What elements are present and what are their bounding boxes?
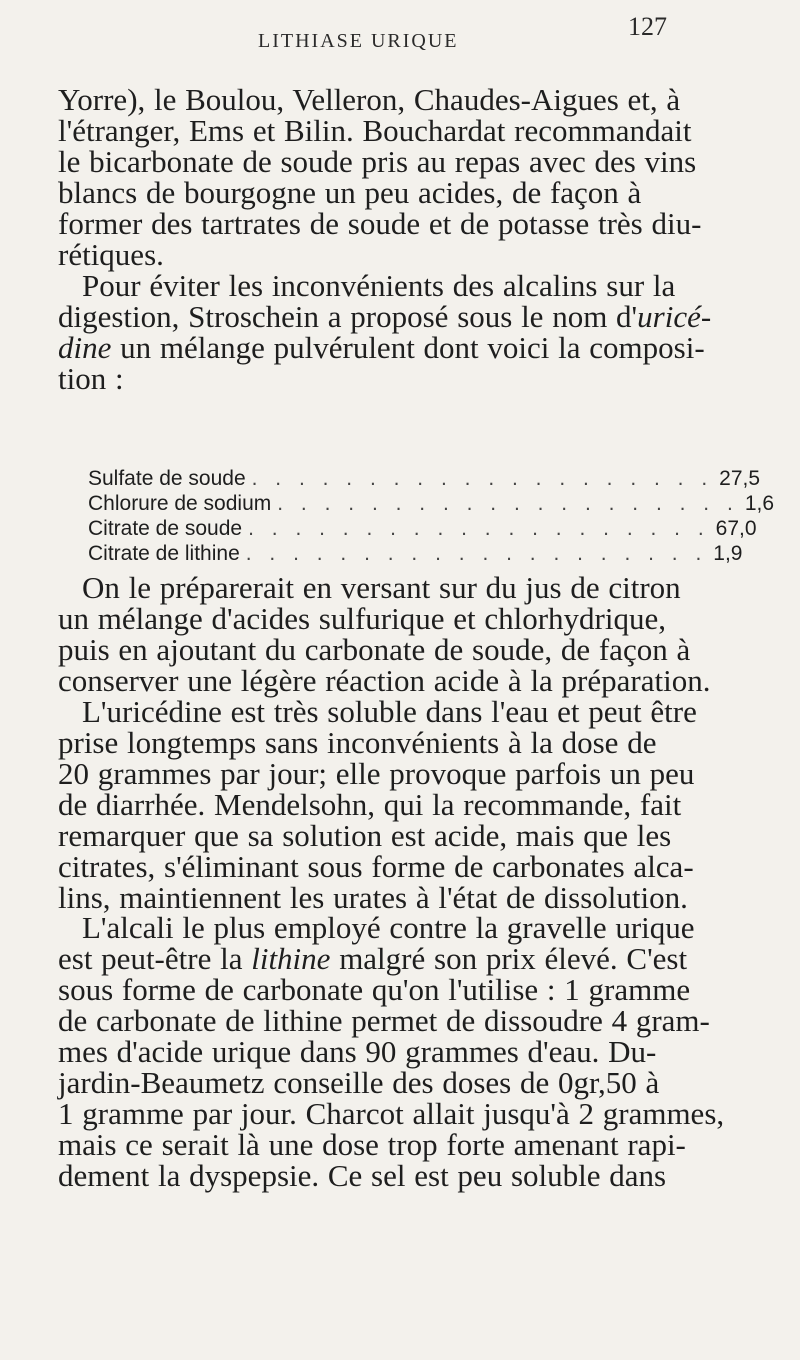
italic-term: lithine	[251, 941, 331, 976]
ingredient-value: 1,6	[744, 492, 775, 515]
text-line: lins, maintiennent les urates à l'état de dissolution.	[58, 880, 688, 915]
table-row	[88, 541, 743, 566]
ingredient-label: Sulfate de soude	[88, 467, 246, 490]
italic-term: dine	[58, 330, 112, 365]
leader-dots: . . . . . . . . . . . . . . . . . . . .	[245, 542, 708, 565]
text-line: blancs de bourgogne un peu acides, de façon à	[58, 175, 642, 210]
table-row	[88, 516, 757, 541]
text-line: l'étranger, Ems et Bilin. Bouchardat recommandait	[58, 113, 692, 148]
text-line: le bicarbonate de soude pris au repas avec des vins	[58, 144, 697, 179]
italic-term: uricé-	[637, 299, 712, 334]
text-fragment: digestion, Stroschein a proposé sous le nom d'	[58, 299, 638, 334]
text-line: de diarrhée. Mendelsohn, qui la recommande, fait	[58, 787, 682, 822]
paragraph-3	[58, 572, 722, 696]
page-number: 127	[628, 12, 667, 41]
table-row	[88, 491, 775, 516]
text-line: un mélange d'acides sulfurique et chlorhydrique,	[58, 601, 667, 636]
text-line: jardin-Beaumetz conseille des doses de 0gr,50 à	[58, 1065, 660, 1100]
text-line: dement la dyspepsie. Ce sel est peu soluble dans	[58, 1158, 667, 1193]
text-line	[58, 943, 722, 974]
text-line: 1 gramme par jour. Charcot allait jusqu'à 2 grammes,	[58, 1096, 725, 1131]
text-line: remarquer que sa solution est acide, mais que les	[58, 818, 672, 853]
paragraph-2	[58, 270, 722, 394]
ingredient-label: Citrate de soude	[88, 517, 243, 540]
text-line	[58, 332, 722, 363]
leader-dots: . . . . . . . . . . . . . . . . . . . .	[251, 467, 714, 490]
leader-dots: . . . . . . . . . . . . . . . . . . . .	[277, 492, 739, 515]
composition-table	[88, 466, 775, 566]
paragraph-1	[58, 84, 722, 270]
text-line: mais ce serait là une dose trop forte amenant rapi-	[58, 1127, 686, 1162]
text-line	[58, 301, 722, 332]
ingredient-value: 67,0	[715, 517, 757, 540]
text-line: prise longtemps sans inconvénients à la dose de	[58, 725, 657, 760]
text-line: 20 grammes par jour; elle provoque parfois un peu	[58, 756, 695, 791]
text-line: de carbonate de lithine permet de dissoudre 4 gram-	[58, 1003, 710, 1038]
ingredient-label: Citrate de lithine	[88, 542, 240, 565]
text-fragment: est peut-être la	[58, 941, 252, 976]
text-line: Pour éviter les inconvénients des alcalins sur la	[82, 268, 676, 303]
text-line: Yorre), le Boulou, Velleron, Chaudes-Aigues et, à	[58, 82, 681, 117]
book-page	[58, 0, 775, 1360]
text-line: tion :	[58, 361, 124, 396]
text-line: sous forme de carbonate qu'on l'utilise : 1 gramme	[58, 972, 691, 1007]
text-line: L'uricédine est très soluble dans l'eau et peut être	[82, 694, 697, 729]
text-line: puis en ajoutant du carbonate de soude, de façon à	[58, 632, 691, 667]
paragraph-4	[58, 696, 722, 913]
running-title: LITHIASE URIQUE	[258, 30, 459, 52]
text-line: conserver une légère réaction acide à la préparation.	[58, 663, 711, 698]
text-line: L'alcali le plus employé contre la gravelle urique	[82, 910, 695, 945]
leader-dots: . . . . . . . . . . . . . . . . . . . .	[248, 517, 710, 540]
paragraph-5	[58, 910, 725, 1193]
ingredient-value: 27,5	[719, 467, 761, 490]
text-fragment: malgré son prix élevé. C'est	[330, 941, 688, 976]
text-line: citrates, s'éliminant sous forme de carbonates alca-	[58, 849, 694, 884]
text-line: former des tartrates de soude et de potasse très diu-	[58, 206, 702, 241]
text-line: On le préparerait en versant sur du jus de citron	[82, 570, 681, 605]
text-fragment: un mélange pulvérulent dont voici la composi-	[111, 330, 705, 365]
ingredient-value: 1,9	[713, 542, 743, 565]
text-line: rétiques.	[58, 237, 164, 272]
ingredient-label: Chlorure de sodium	[88, 492, 272, 515]
table-row	[88, 466, 761, 491]
text-line: mes d'acide urique dans 90 grammes d'eau. Du-	[58, 1034, 657, 1069]
